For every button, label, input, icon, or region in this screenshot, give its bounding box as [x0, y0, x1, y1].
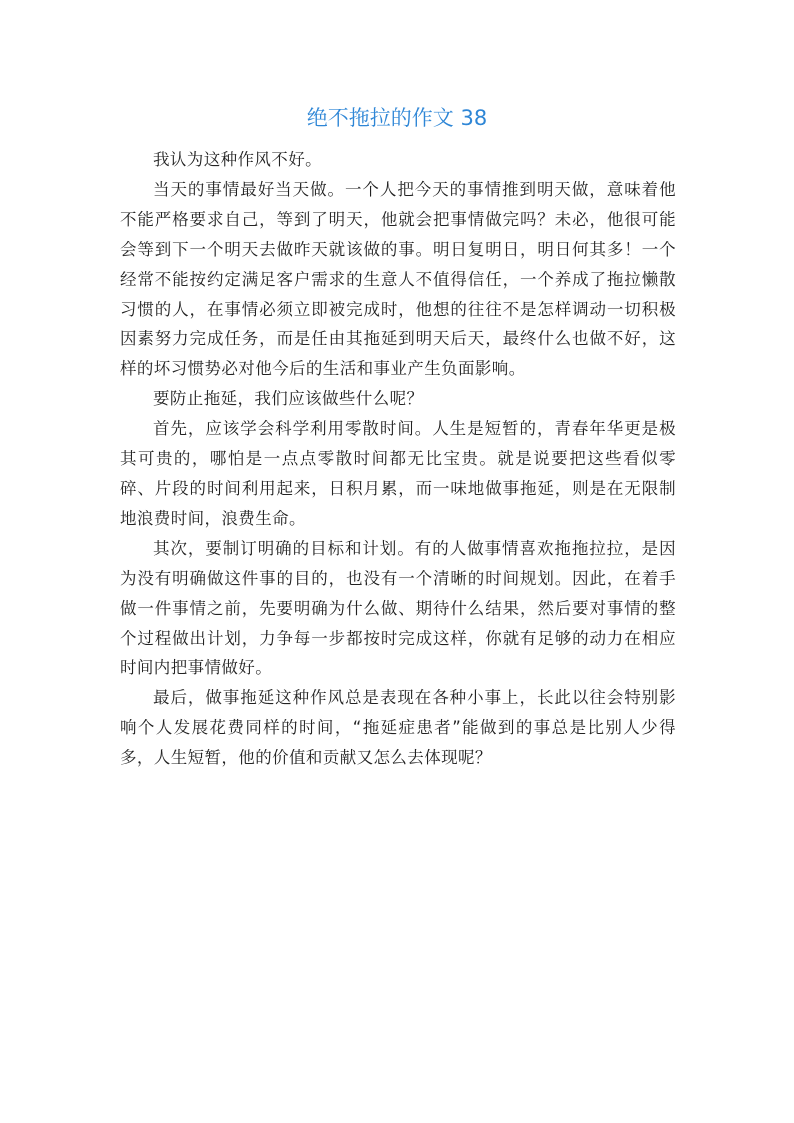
- paragraph-final-point: 最后，做事拖延这种作风总是表现在各种小事上，长此以往会特别影响个人发展花费同样的时间，“拖延症患者”能做到的事总是比别人少得多，人生短暂，他的价值和贡献又怎么去体现呢？: [120, 688, 676, 768]
- document-title: 绝不拖拉的作文 38: [306, 106, 488, 130]
- paragraph-second-point: 其次，要制订明确的目标和计划。有的人做事情喜欢拖拖拉拉，是因为没有明确做这件事的目的，也没有一个清晰的时间规划。因此，在着手做一件事情之前，先要明确为什么做、期待什么结果，然后要对事情的整个过程做出计划，力争每一步都按时完成这样，你就有足够的动力在相应时间内把事情做好。: [120, 538, 676, 678]
- paragraph-opinion: 我认为这种作风不好。: [153, 150, 322, 169]
- paragraph-today-tasks: 当天的事情最好当天做。一个人把今天的事情推到明天做，意味着他不能严格要求自己，等到了明天，他就会把事情做完吗？未必，他很可能会等到下一个明天去做昨天就该做的事。明日复明日，明日何其多！一个经常不能按约定满足客户需求的生意人不值得信任，一个养成了拖拉懒散习惯的人，在事情必须立即被完成时，他想的往往不是怎样调动一切积极因素努力完成任务，而是任由其拖延到明天后天，最终什么也做不好，这样的坏习惯势必对他今后的生活和事业产生负面影响。: [120, 179, 676, 379]
- paragraph-first-point: 首先，应该学会科学利用零散时间。人生是短暂的，青春年华更是极其可贵的，哪怕是一点点零散时间都无比宝贵。就是说要把这些看似零碎、片段的时间利用起来，日积月累，而一味地做事拖延，则是在无限制地浪费时间，浪费生命。: [120, 419, 676, 528]
- document-body: [120, 145, 676, 773]
- paragraph-question: 要防止拖延，我们应该做些什么呢？: [153, 389, 424, 409]
